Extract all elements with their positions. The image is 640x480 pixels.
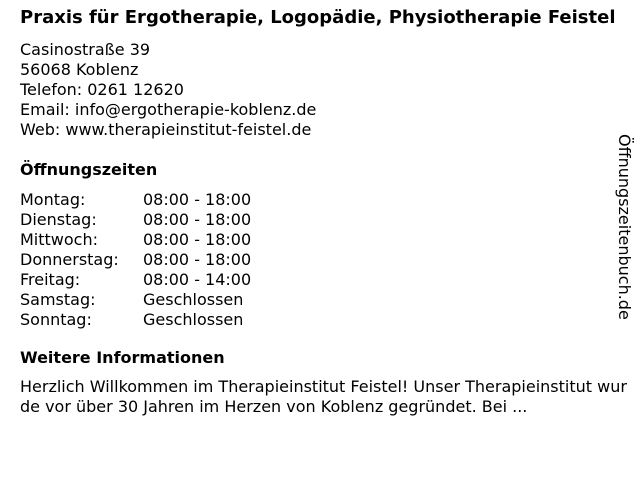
time-value: 08:00 - 18:00	[143, 230, 252, 249]
content	[20, 6, 632, 417]
hours-row	[20, 230, 632, 250]
day-label: Samstag:	[20, 290, 96, 309]
time-value: Geschlossen	[143, 310, 244, 329]
hours-row	[20, 310, 632, 330]
day-label: Donnerstag:	[20, 250, 119, 269]
info-text: Herzlich Willkommen im Therapieinstitut Feistel! Unser Therapieinstitut wurde vor über 30 Jahren im Herzen von Koblenz gegründet. Bei ...	[20, 377, 627, 416]
hours-row	[20, 250, 632, 270]
phone: Telefon: 0261 12620	[20, 80, 184, 99]
email: Email: info@ergotherapie-koblenz.de	[20, 100, 317, 119]
time-value: 08:00 - 18:00	[143, 190, 252, 209]
hours-row	[20, 210, 632, 230]
hours-row	[20, 270, 632, 290]
city: 56068 Koblenz	[20, 60, 139, 79]
time-value: 08:00 - 18:00	[143, 250, 252, 269]
day-label: Mittwoch:	[20, 230, 98, 249]
day-label: Montag:	[20, 190, 86, 209]
website: Web: www.therapieinstitut-feistel.de	[20, 120, 312, 139]
page-title: Praxis für Ergotherapie, Logopädie, Physiotherapie Feistel	[20, 7, 616, 28]
time-value: Geschlossen	[143, 290, 244, 309]
day-label: Freitag:	[20, 270, 81, 289]
street: Casinostraße 39	[20, 40, 151, 59]
time-value: 08:00 - 14:00	[143, 270, 252, 289]
day-label: Sonntag:	[20, 310, 92, 329]
info-heading: Weitere Informationen	[20, 348, 225, 367]
time-value: 08:00 - 18:00	[143, 210, 252, 229]
hours-heading: Öffnungszeiten	[20, 160, 158, 179]
side-watermark-label: Öffnungszeitenbuch.de	[615, 134, 634, 320]
day-label: Dienstag:	[20, 210, 97, 229]
hours-table	[20, 190, 632, 330]
address-block	[20, 40, 632, 140]
hours-row	[20, 190, 632, 210]
hours-row	[20, 290, 632, 310]
